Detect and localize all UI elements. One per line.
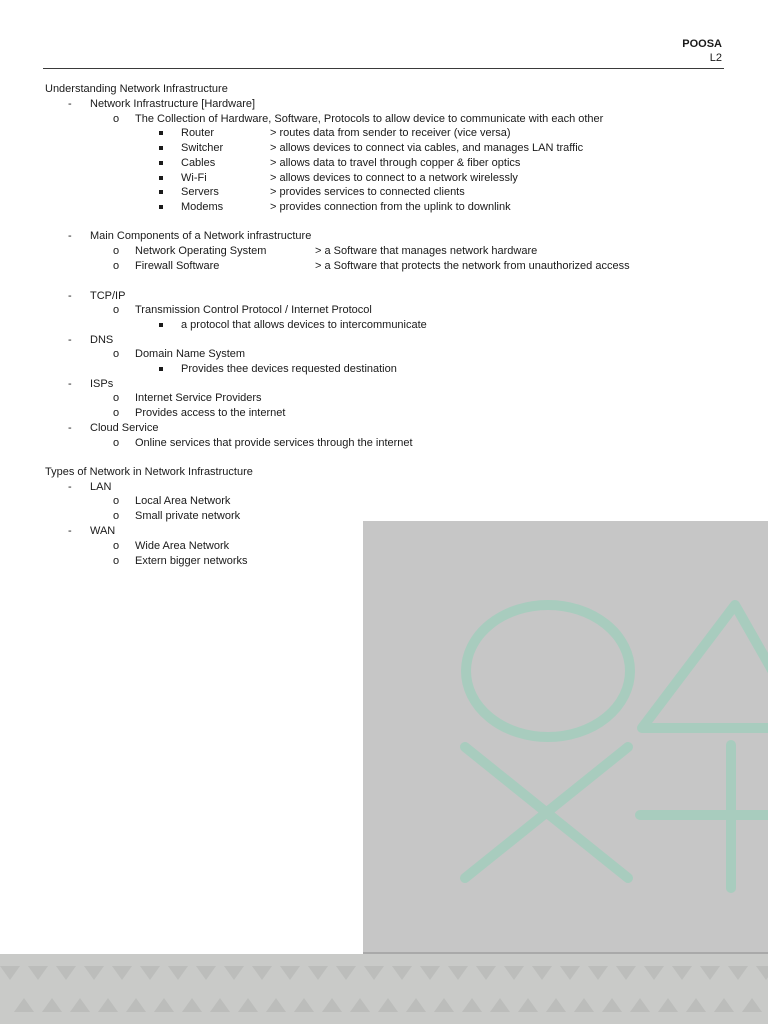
- circle-bullet: o: [113, 304, 120, 316]
- list-item: Internet Service Providers: [135, 392, 262, 404]
- square-bullet: [159, 205, 163, 209]
- circle-bullet: o: [113, 555, 120, 567]
- circle-bullet: o: [113, 540, 120, 552]
- circle-bullet: o: [113, 113, 120, 125]
- dash-bullet: -: [68, 422, 72, 434]
- description: > allows devices to connect via cables, and manages LAN traffic: [270, 142, 584, 154]
- circle-bullet: o: [113, 407, 120, 419]
- list-item: Provides access to the internet: [135, 407, 286, 419]
- square-bullet: [159, 176, 163, 180]
- term: Router: [181, 127, 215, 139]
- term: Switcher: [181, 142, 224, 154]
- circle-bullet: o: [113, 348, 120, 360]
- list-item: Cloud Service: [90, 422, 159, 434]
- list-item: LAN: [90, 481, 112, 493]
- circle-bullet: o: [113, 495, 120, 507]
- list-item: Wide Area Network: [135, 540, 230, 552]
- description: > allows data to travel through copper & fiber optics: [270, 157, 521, 169]
- description: > routes data from sender to receiver (vice versa): [270, 127, 511, 139]
- description: > a Software that protects the network from unauthorized access: [315, 260, 630, 272]
- list-item: TCP/IP: [90, 290, 126, 302]
- square-bullet: [159, 323, 163, 327]
- circle-bullet: o: [113, 437, 120, 449]
- circle-bullet: o: [113, 260, 120, 272]
- dash-bullet: -: [68, 230, 72, 242]
- list-item: Network Infrastructure [Hardware]: [90, 98, 256, 110]
- description: > provides services to connected clients: [270, 186, 465, 198]
- list-item: Main Components of a Network infrastructure: [90, 230, 312, 242]
- list-item: WAN: [90, 525, 116, 537]
- header-subtitle: L2: [709, 52, 722, 64]
- dash-bullet: -: [68, 481, 72, 493]
- term: Network Operating System: [135, 245, 267, 257]
- circle-bullet: o: [113, 392, 120, 404]
- list-item: ISPs: [90, 378, 114, 390]
- bottom-band: [0, 954, 768, 1024]
- square-bullet: [159, 367, 163, 371]
- list-item: Extern bigger networks: [135, 555, 248, 567]
- term: Firewall Software: [135, 260, 220, 272]
- square-bullet: [159, 161, 163, 165]
- document-header: [43, 36, 724, 69]
- dash-bullet: -: [68, 290, 72, 302]
- list-item: Local Area Network: [135, 495, 231, 507]
- square-bullet: [159, 190, 163, 194]
- square-bullet: [159, 146, 163, 150]
- list-item: DNS: [90, 334, 114, 346]
- square-bullet: [159, 131, 163, 135]
- list-item: Online services that provide services through the internet: [135, 437, 413, 449]
- list-item: Domain Name System: [135, 348, 246, 360]
- list-item: Provides thee devices requested destination: [181, 363, 397, 375]
- list-item: Small private network: [135, 510, 241, 522]
- list-item: The Collection of Hardware, Software, Protocols to allow device to communicate with each other: [135, 113, 604, 125]
- term: Servers: [181, 186, 219, 198]
- header-title: POOSA: [682, 38, 722, 50]
- term: Modems: [181, 201, 224, 213]
- dash-bullet: -: [68, 378, 72, 390]
- circle-bullet: o: [113, 245, 120, 257]
- section-heading: Understanding Network Infrastructure: [45, 83, 228, 95]
- dash-bullet: -: [68, 525, 72, 537]
- dash-bullet: -: [68, 98, 72, 110]
- section-heading: Types of Network in Network Infrastructure: [45, 466, 253, 478]
- description: > a Software that manages network hardware: [315, 245, 538, 257]
- term: Wi-Fi: [181, 172, 207, 184]
- circle-bullet: o: [113, 510, 120, 522]
- description: > provides connection from the uplink to downlink: [270, 201, 511, 213]
- list-item: Transmission Control Protocol / Internet Protocol: [135, 304, 372, 316]
- description: > allows devices to connect to a network wirelessly: [270, 172, 518, 184]
- dash-bullet: -: [68, 334, 72, 346]
- term: Cables: [181, 157, 216, 169]
- list-item: a protocol that allows devices to intercommunicate: [181, 319, 427, 331]
